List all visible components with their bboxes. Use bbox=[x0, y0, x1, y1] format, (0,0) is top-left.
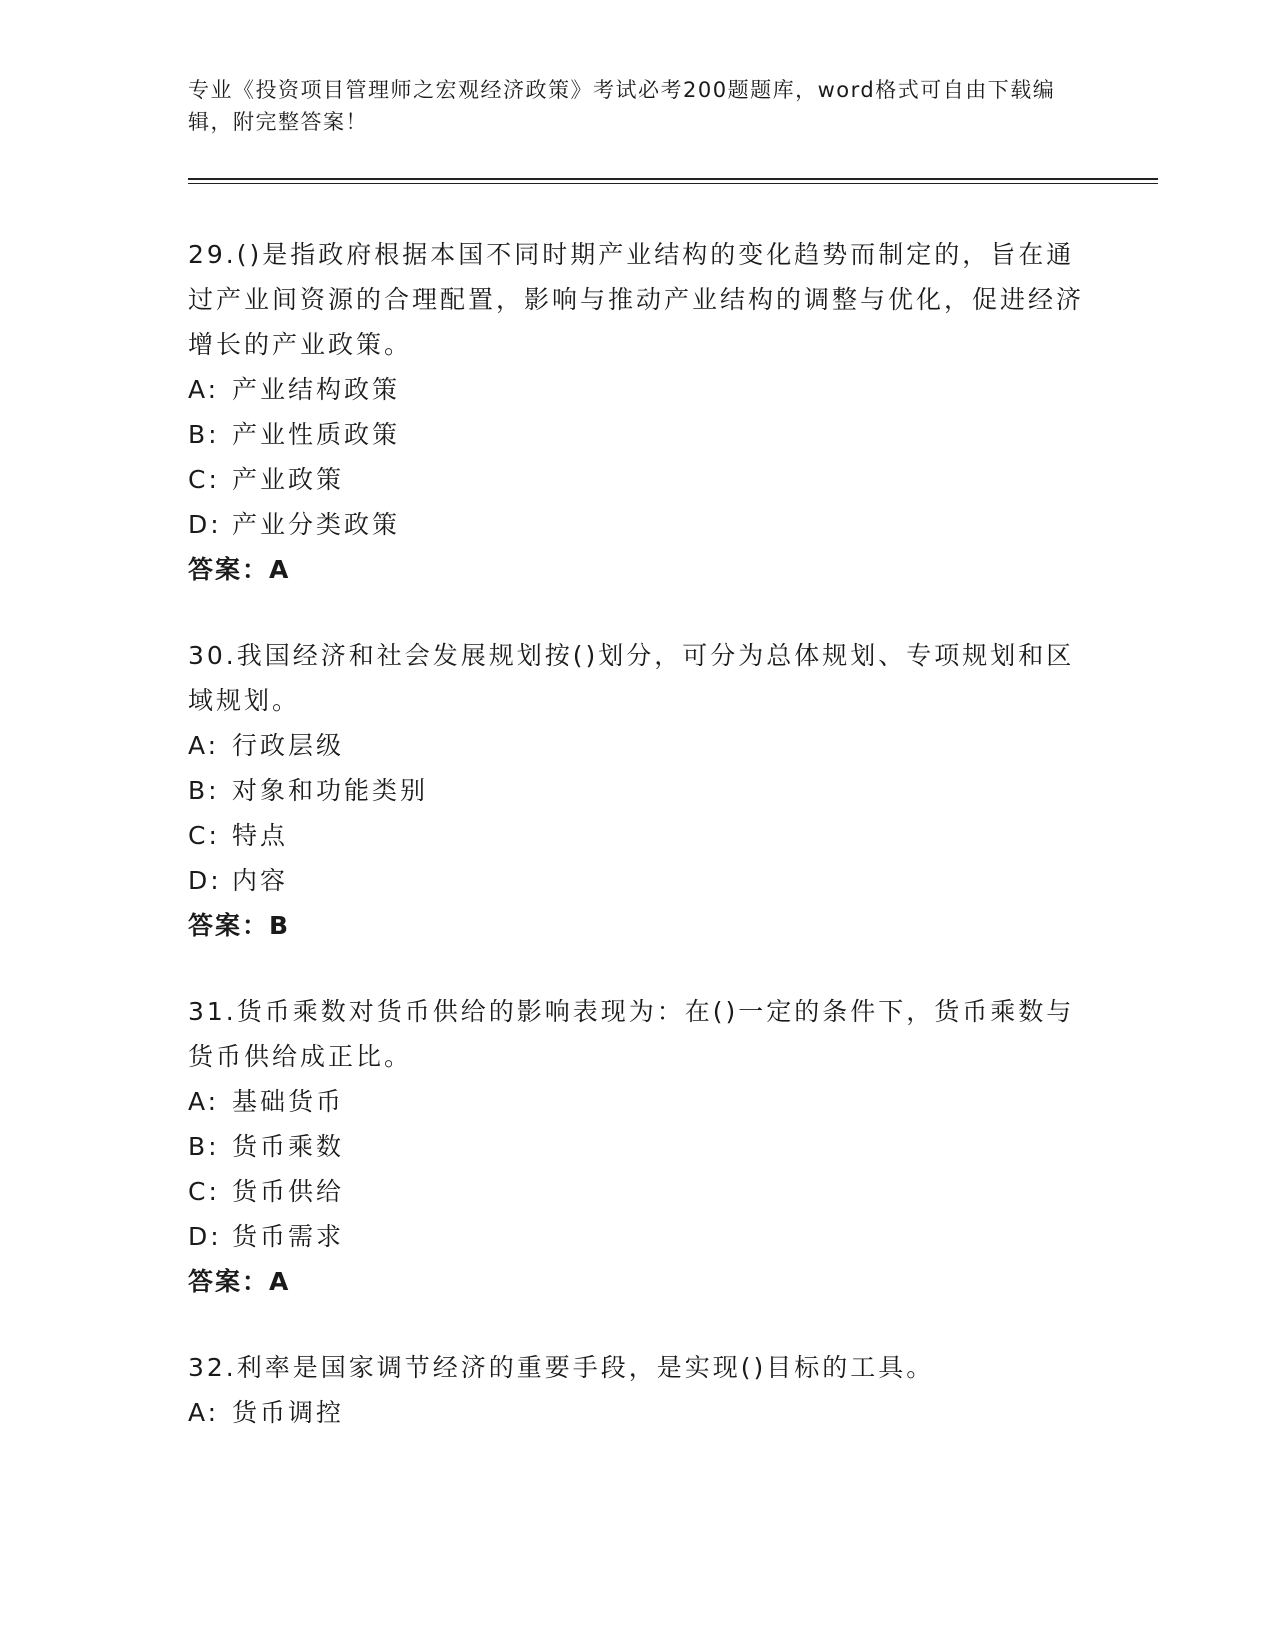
option-a bbox=[188, 367, 1088, 412]
header-divider-thin bbox=[188, 183, 1158, 184]
option-text: 对象和功能类别 bbox=[232, 776, 429, 805]
option-b bbox=[188, 768, 1088, 813]
option-c bbox=[188, 813, 1088, 858]
option-letter: B: bbox=[188, 1132, 220, 1161]
option-letter: C: bbox=[188, 1177, 220, 1206]
option-d bbox=[188, 858, 1088, 903]
option-text: 行政层级 bbox=[232, 731, 345, 760]
question-stem: 29.()是指政府根据本国不同时期产业结构的变化趋势而制定的，旨在通过产业间资源的合理配置，影响与推动产业结构的调整与优化，促进经济增长的产业政策。 bbox=[188, 240, 1085, 359]
option-letter: B: bbox=[188, 420, 220, 449]
option-b bbox=[188, 1124, 1088, 1169]
option-letter: D: bbox=[188, 866, 222, 895]
question-29 bbox=[188, 232, 1088, 593]
option-letter: A: bbox=[188, 375, 220, 404]
option-text: 特点 bbox=[232, 821, 289, 850]
question-31 bbox=[188, 989, 1088, 1305]
option-d bbox=[188, 502, 1088, 547]
option-a bbox=[188, 1390, 1088, 1435]
option-letter: A: bbox=[188, 1087, 220, 1116]
option-c bbox=[188, 1169, 1088, 1214]
question-stem: 30.我国经济和社会发展规划按()划分，可分为总体规划、专项规划和区域规划。 bbox=[188, 641, 1075, 715]
option-text: 货币乘数 bbox=[232, 1132, 345, 1161]
header-divider bbox=[188, 178, 1158, 180]
option-text: 产业性质政策 bbox=[232, 420, 401, 449]
question-list bbox=[188, 232, 1088, 1475]
option-text: 货币供给 bbox=[232, 1177, 345, 1206]
option-letter: C: bbox=[188, 821, 220, 850]
option-text: 内容 bbox=[232, 866, 289, 895]
option-text: 产业结构政策 bbox=[232, 375, 401, 404]
option-text: 基础货币 bbox=[232, 1087, 345, 1116]
option-text: 产业分类政策 bbox=[232, 510, 401, 539]
question-30 bbox=[188, 633, 1088, 949]
answer-label: 答案：B bbox=[188, 911, 291, 940]
option-text: 货币调控 bbox=[232, 1398, 345, 1427]
option-text: 货币需求 bbox=[232, 1222, 345, 1251]
answer-label: 答案：A bbox=[188, 1267, 291, 1296]
question-stem: 32.利率是国家调节经济的重要手段，是实现()目标的工具。 bbox=[188, 1353, 935, 1382]
option-letter: A: bbox=[188, 731, 220, 760]
option-letter: B: bbox=[188, 776, 220, 805]
question-stem: 31.货币乘数对货币供给的影响表现为：在()一定的条件下，货币乘数与货币供给成正比。 bbox=[188, 997, 1075, 1071]
answer-label: 答案：A bbox=[188, 555, 291, 584]
option-c bbox=[188, 457, 1088, 502]
question-32 bbox=[188, 1345, 1088, 1435]
option-b bbox=[188, 412, 1088, 457]
option-letter: D: bbox=[188, 1222, 222, 1251]
option-d bbox=[188, 1214, 1088, 1259]
option-letter: C: bbox=[188, 465, 220, 494]
option-a bbox=[188, 723, 1088, 768]
option-letter: A: bbox=[188, 1398, 220, 1427]
document-header: 专业《投资项目管理师之宏观经济政策》考试必考200题题库，word格式可自由下载编辑，附完整答案！ bbox=[188, 78, 1056, 134]
option-a bbox=[188, 1079, 1088, 1124]
option-letter: D: bbox=[188, 510, 222, 539]
option-text: 产业政策 bbox=[232, 465, 345, 494]
